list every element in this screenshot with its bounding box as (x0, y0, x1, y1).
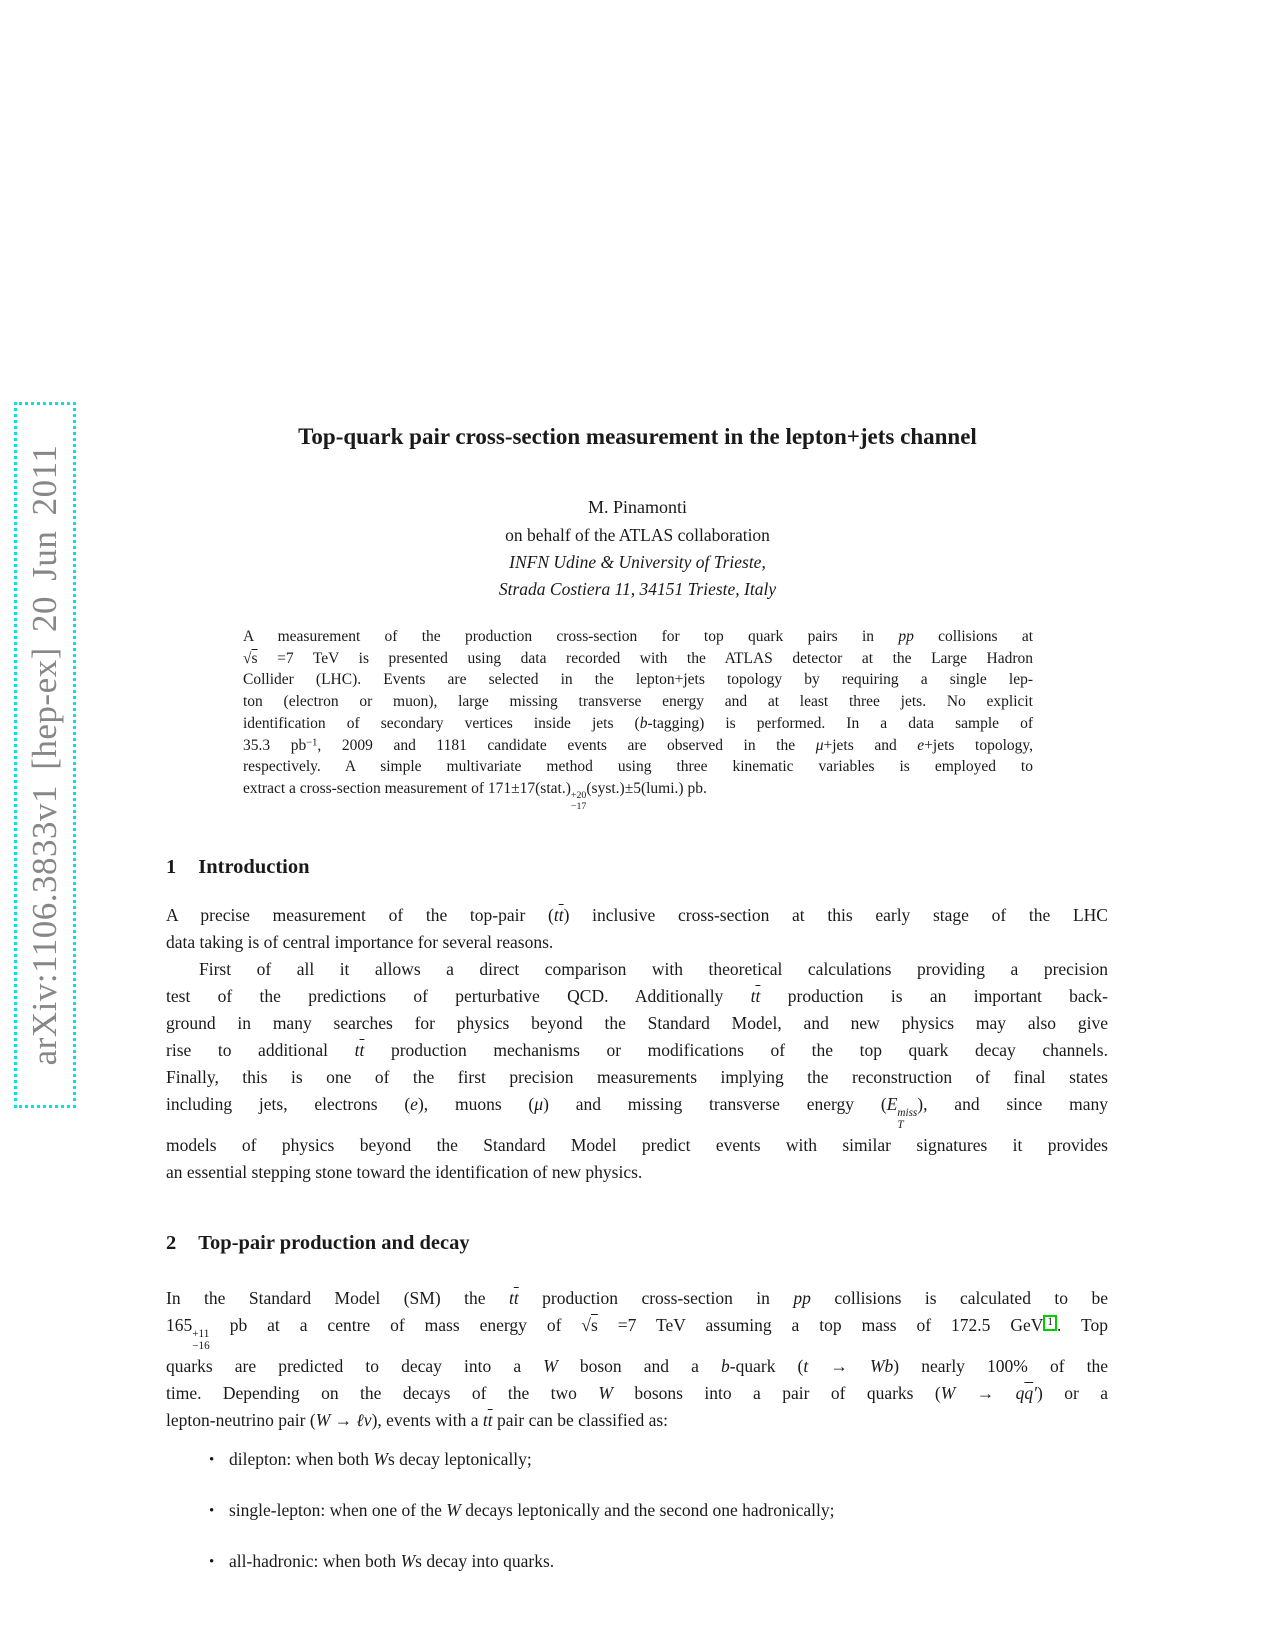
text-line: test of the predictions of perturbative QCD. Additionally $t\overline{t}$ production is an important back- (166, 986, 1108, 1006)
paragraph (166, 956, 1108, 1186)
text-line: extract a cross-section measurement of 171±17(stat.) +20 −17 (syst.)±5(lumi.) pb. (243, 779, 707, 812)
text-line: identification of secondary vertices inside jets (b-tagging) is performed. In a data sample of (243, 714, 1033, 732)
section-number: 1 (166, 856, 177, 878)
text-line: First of all it allows a direct comparison with theoretical calculations providing a precision (199, 959, 1108, 979)
text-line: A precise measurement of the top-pair $(t\overline{t})$ inclusive cross-section at this early stage of the LHC (166, 905, 1108, 925)
text-line: data taking is of central importance for several reasons. (166, 932, 554, 952)
text-line: ton (electron or muon), large missing transverse energy and at least three jets. No explicit (243, 693, 1033, 711)
text-line: including jets, electrons (e), muons (μ) and missing transverse energy (E miss T ), and since many (166, 1094, 1109, 1132)
bullet-item: • single-lepton: when one of the W decays leptonically and the second one hadronically; (209, 1497, 1108, 1525)
section-number: 2 (166, 1232, 177, 1254)
text-line: models of physics beyond the Standard Model predict events with similar signatures it provides (166, 1134, 1108, 1155)
text-line: rise to additional $t\overline{t}$ production mechanisms or modifications of the top quark decay channels. (166, 1040, 1108, 1060)
text-line: In the Standard Model (SM) the $t\overline{t}$ production cross-section in pp collisions is calculated to be (166, 1288, 1109, 1308)
text-line: 35.3 $pb^{-1}$, 2009 and 1181 candidate events are observed in the μ+jets and e+jets topology, (243, 736, 1033, 754)
text-line: respectively. A simple multivariate method using three kinematic variables is employed to (243, 758, 1033, 776)
arxiv-stamp-text[interactable]: arXiv:1106.3833v1 [hep-ex] 20 Jun 2011 (25, 444, 64, 1066)
text-line: A measurement of the production cross-section for top quark pairs in pp collisions at (243, 628, 1034, 645)
text-line: Collider (LHC). Events are selected in the lepton+jets topology by requiring a single lep- (243, 671, 1033, 689)
text-line: √s =7 TeV is presented using data recorded with the ATLAS detector at the Large Hadron (243, 649, 1033, 667)
bullet-item: • dilepton: when both Ws decay leptonically; (209, 1446, 1108, 1474)
bullet-icon: • (209, 1503, 215, 1519)
text-line: Finally, this is one of the first precision measurements implying the reconstruction of final states (166, 1067, 1108, 1087)
author-name: M. Pinamonti (587, 497, 687, 517)
paper-title: Top-quark pair cross-section measurement in the lepton+jets channel (298, 424, 977, 449)
author-collaboration: on behalf of the ATLAS collaboration (505, 525, 770, 545)
text-line: ground in many searches for physics beyond the Standard Model, and new physics may also give (166, 1013, 1108, 1033)
text-line: time. Depending on the decays of the two W bosons into a pair of quarks $(W \to q\overline{q}')$ or a (166, 1382, 1108, 1403)
text-line: an essential stepping stone toward the identification of new physics. (166, 1161, 643, 1182)
bullet-icon: • (209, 1554, 215, 1570)
section-title: Top-pair production and decay (198, 1232, 470, 1254)
section-1-body (166, 902, 1108, 1186)
affiliation-line-1: INFN Udine & University of Trieste, (509, 552, 766, 572)
citation-link[interactable]: 1 (1043, 1315, 1057, 1331)
decay-channel-list (209, 1446, 1108, 1599)
section-2-body (166, 1285, 1108, 1434)
section-heading-introduction (166, 856, 1108, 879)
text-line: lepton-neutrino pair (W → ℓν), events with a $t\overline{t}$ pair can be classified as: (166, 1409, 669, 1430)
abstract (243, 626, 1033, 812)
affiliation-line-2: Strada Costiera 11, 34151 Trieste, Italy (498, 579, 777, 599)
bullet-icon: • (209, 1452, 215, 1468)
text-line: quarks are predicted to decay into a W boson and a b-quark (t → Wb) nearly 100% of the (166, 1355, 1109, 1376)
paragraph (166, 902, 1108, 956)
bullet-item: • all-hadronic: when both Ws decay into quarks. (209, 1548, 1108, 1576)
section-title: Introduction (198, 856, 310, 878)
section-heading-top-pair-production (166, 1232, 1108, 1255)
paragraph (166, 1285, 1108, 1434)
text-line: 165 +11 −16 pb at a centre of mass energy of √s =7 TeV assuming a top mass of 172.5 GeV 1 . Top (166, 1315, 1108, 1353)
